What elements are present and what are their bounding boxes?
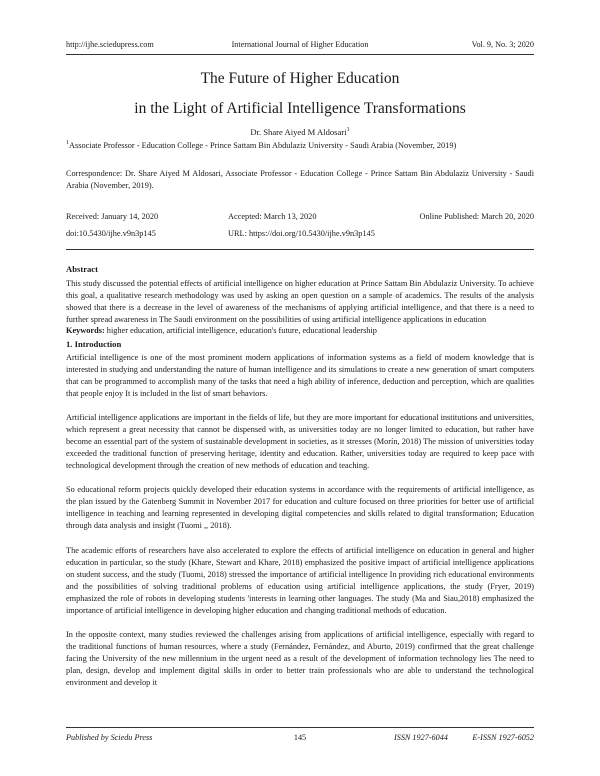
abstract-heading: Abstract <box>66 264 98 274</box>
issn: ISSN 1927-6044 <box>394 733 448 742</box>
accepted-date: Accepted: March 13, 2020 <box>228 212 317 221</box>
author-name: Dr. Share Aiyed M Aldosari <box>250 127 347 137</box>
paragraph: The academic efforts of researchers have also accelerated to explore the effects of artificial intelligence on education in general and higher education in particular, so the study (Khare, Stewart and Khare, 2018) emphasized the positive impact of artificial intelligence applications on student success, and the study (Tuomi, 2018) stressed the importance of artificial intelligence In providing rich educational environments and the possibilities of solving traditional problems of education using artificial intelligence applications, the study (Fryer, 2019) emphasized the role of robots in developing students 'interests in learning other languages. The study (Ma and Siau,2018) emphasized the importance of artificial intelligence in developing higher education and changing traditional methods of education. <box>66 546 534 615</box>
author-superscript: 1 <box>346 127 350 134</box>
affiliation <box>66 140 534 152</box>
correspondence: Correspondence: Dr. Share Aiyed M Aldosari, Associate Professor - Education College - Prince Sattam Bin Abdulaziz University - Saudi Arabia (November, 2019). <box>66 169 534 190</box>
affiliation-text: Associate Professor - Education College - Prince Sattam Bin Abdulaziz University - Saudi Arabia (November, 2019) <box>69 141 457 150</box>
header-rule <box>66 54 534 55</box>
publisher: Published by Sciedu Press <box>66 733 153 742</box>
eissn: E-ISSN 1927-6052 <box>472 733 534 742</box>
publication-dates <box>66 212 534 224</box>
affiliation-superscript: 1 <box>66 140 69 147</box>
paragraph: In the opposite context, many studies reviewed the challenges arising from applications of artificial intelligence, especially with regard to the traditional functions of human resources, where a study (Fernández, Fernández, and Aburto, 2019) confirmed that the great challenge facing the University of the new millennium in the urgent need as a result of the development of information technology lies The need to plan, design, develop and implement digital skills in order to better train professionals who are able to understand the technological environment and develop it <box>66 630 534 687</box>
page-number: 145 <box>293 733 307 742</box>
doi[interactable]: doi:10.5430/ijhe.v9n3p145 <box>66 229 156 238</box>
identifiers <box>66 229 534 241</box>
journal-url[interactable]: http://ijhe.sciedupress.com <box>66 40 154 49</box>
received-date: Received: January 14, 2020 <box>66 212 159 221</box>
footer-rule <box>66 727 534 728</box>
running-header <box>66 40 534 54</box>
doi-url[interactable]: URL: https://doi.org/10.5430/ijhe.v9n3p145 <box>228 229 375 238</box>
paragraph: Artificial intelligence is one of the most prominent modern applications of information systems as a field of modern knowledge that is interested in studying and understanding the nature of human intelligence and its simulations to create a new generation of smart computers that can be programmed to accomplish many of the tasks that need a high ability of inference, deduction and perception, which are qualities that people enjoy It is included in the list of smart behaviors. <box>66 353 534 398</box>
section-rule <box>66 249 534 250</box>
paragraph: So educational reform projects quickly developed their education systems in accordance with the requirements of artificial intelligence, as the plan issued by the Gatenberg Summit in November 2017 for education and culture focused on three priorities for better use of artificial intelligence in teaching and learning represented in developing digital competencies and skills related to digital transformation; Education through data analysis and insight (Tuomi ,, 2018). <box>66 485 534 530</box>
author-line <box>66 127 534 137</box>
keywords-label: Keywords: <box>66 326 105 335</box>
title-line-1: The Future of Higher Education <box>200 70 400 87</box>
abstract-text: This study discussed the potential effects of artificial intelligence on higher education at Prince Sattam Bin Abdulaziz University. To achieve this goal, a qualitative research methodology was used by asking an open question on a sample of academics. The results of the analysis showed that there is a decrease in the level of awareness of the mechanisms of applying artificial intelligence, and that there is a need to further spread awareness in The Saudi environment on the possibilities of using artificial intelligence applications in education <box>66 279 534 324</box>
keywords-list: higher education, artificial intelligence, education's future, educational leadership <box>104 326 377 335</box>
journal-name: International Journal of Higher Education <box>231 40 369 49</box>
paragraph: Artificial intelligence applications are important in the fields of life, but they are more important for educational institutions and universities, which represent a great necessity that cannot be dispensed with, as universities today are no longer limited to education, but rather have become an essential part of the system of sustainable development in societies, as it stresses (Morín, 2018) The mission of universities today exceeded the traditional function of preserving heritage, identity and education. Rather, universities today are required to keep pace with technological development through the creation of new methods of education and teaching. <box>66 413 534 470</box>
introduction-heading: 1. Introduction <box>66 339 122 349</box>
page-footer <box>66 733 534 745</box>
published-date: Online Published: March 20, 2020 <box>419 212 534 221</box>
keywords <box>66 325 534 337</box>
volume-issue: Vol. 9, No. 3; 2020 <box>471 40 534 49</box>
title-line-2: in the Light of Artificial Intelligence Transformations <box>134 100 466 117</box>
